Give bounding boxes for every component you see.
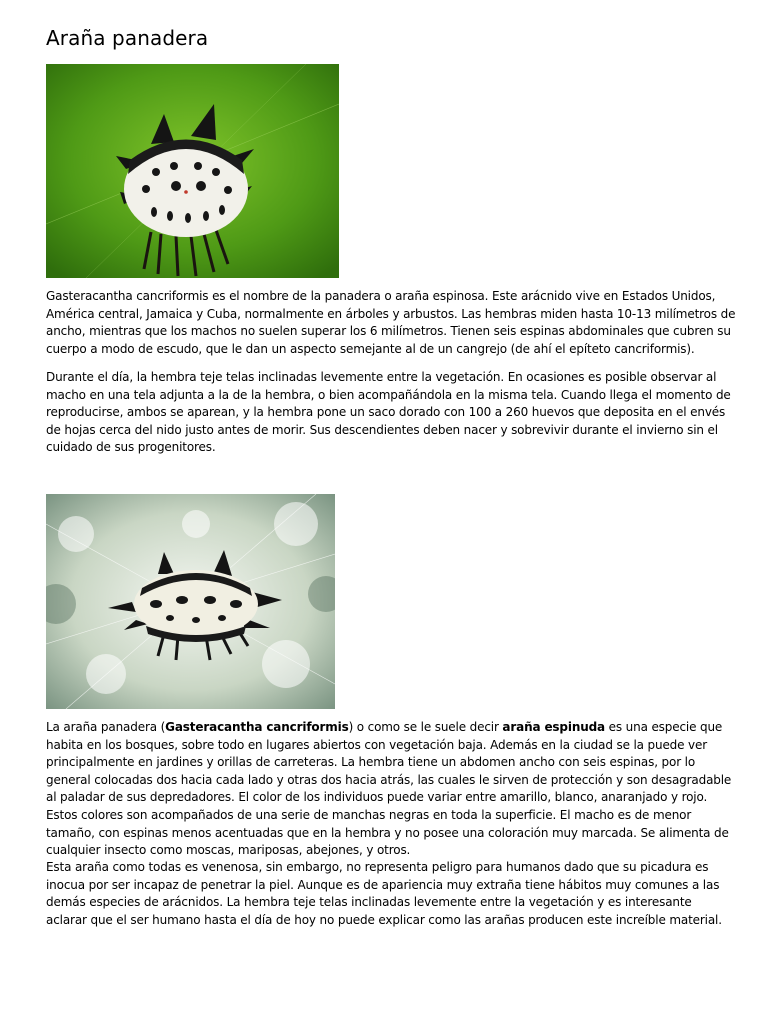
spider-photo-green [46, 64, 339, 278]
page-title: Araña panadera [46, 26, 209, 50]
p3-text-c: ) o como se le suele decir [348, 720, 503, 734]
paragraph-description [46, 719, 736, 860]
spider-photo-1-graphic [46, 64, 339, 278]
p3-text-a: La araña panadera ( [46, 720, 166, 734]
spider-photo-2-graphic [46, 494, 335, 709]
paragraph-venom: Esta araña como todas es venenosa, sin embargo, no representa peligro para humanos dado que su picadura es inocua por ser incapaz de penetrar la piel. Aunque es de apariencia muy extraña tiene hábitos muy comunes a las demás especies de arácnidos. La hembra teje telas inclinadas levemente entre la vegetación y es interesante aclarar que el ser humano hasta el día de hoy no puede explicar como las arañas producen este increíble material. [46, 860, 722, 927]
p3-text-e: es una especie que habita en los bosques, sobre todo en lugares abiertos con vegetación baja. Además en la ciudad se la puede ver principalmente en jardines y orillas de carreteras. La hembra tiene un abdomen ancho con seis espinas, por lo general colocadas dos hacia cada lado y otras dos hacia atrás, las cuales le sirven de protección y son desagradable al paladar de sus depredadores. El color de los individuos puede variar entre amarillo, blanco, anaranjado y rojo. Estos colores son acompañados de una serie de manchas negras en toda la superficie. El macho es de menor tamaño, con espinas menos acentuadas que en la hembra y no posee una coloración muy marcada. Se alimenta de cualquier insecto como moscas, mariposas, abejones, y otros. [46, 720, 732, 858]
spider-photo-web [46, 494, 335, 709]
paragraph-intro: Gasteracantha cancriformis es el nombre de la panadera o araña espinosa. Este arácnido vive en Estados Unidos, América central, Jamaica y Cuba, normalmente en árboles y arbustos. Las hembras miden hasta 10-13 milímetros de ancho, mientras que los machos no suelen superar los 6 milímetros. Tienen seis espinas abdominales que cubren su cuerpo a modo de escudo, que le dan un aspecto semejante al de un cangrejo (de ahí el epíteto cancriformis). [46, 289, 736, 356]
paragraph-reproduction: Durante el día, la hembra teje telas inclinadas levemente entre la vegetación. En ocasiones es posible observar al macho en una tela adjunta a la de la hembra, o bien acompañándola en la misma tela. Cuando llega el momento de reproducirse, ambos se aparean, y la hembra pone un saco dorado con 100 a 260 huevos que deposita en el envés de hojas cerca del nido justo antes de morir. Sus descendientes deben nacer y sobrevivir durante el invierno sin el cuidado de sus progenitores. [46, 370, 731, 455]
p3-common-name: araña espinuda [502, 720, 605, 734]
p3-scientific-name: Gasteracantha cancriformis [165, 720, 349, 734]
